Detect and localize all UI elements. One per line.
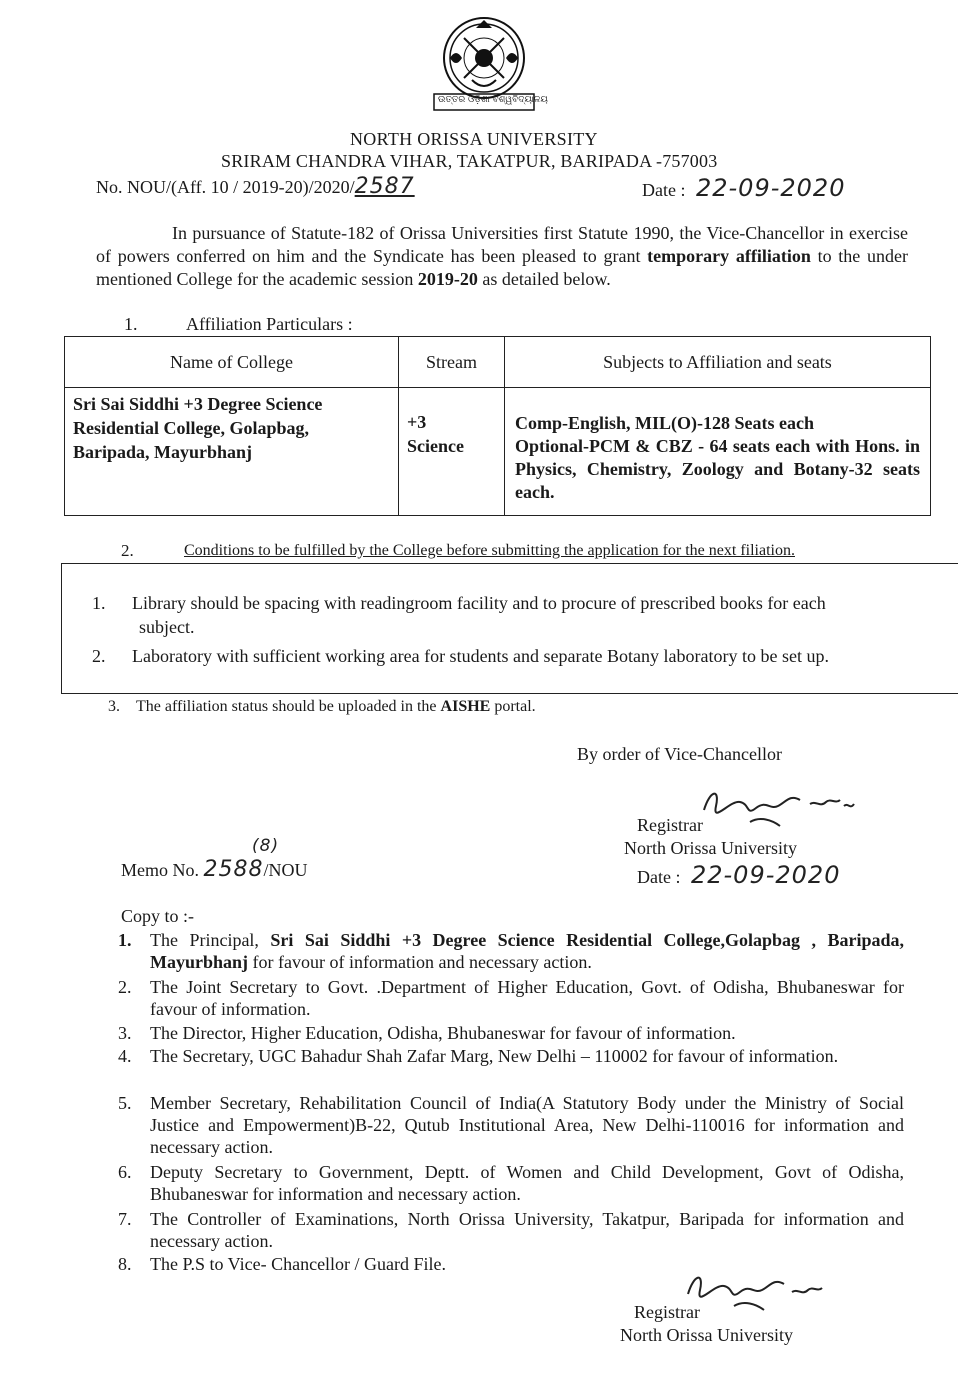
copy-item-text: The Controller of Examinations, North Orissa University, Takatpur, Baripada for information and necessary action.	[150, 1209, 904, 1251]
reference-number-label: No. NOU/(Aff. 10 / 2019-20)/2020/	[96, 177, 355, 197]
memo-handwritten-superscript: (8)	[252, 836, 280, 856]
memo-suffix: /NOU	[263, 860, 308, 880]
section3-number: 3.	[108, 698, 120, 715]
header-date	[642, 174, 845, 202]
signature-2-registrar: Registrar	[634, 1302, 700, 1322]
condition-number-2: 2.	[92, 646, 106, 666]
copy-item-1-pre: The Principal,	[150, 930, 271, 950]
copy-item-4	[118, 1045, 904, 1089]
university-seal-logo	[420, 14, 548, 116]
table-row	[65, 388, 931, 516]
copy-item-number: 3.	[118, 1023, 132, 1043]
intro-text-3: as detailed below.	[477, 269, 611, 289]
copy-item-number: 7.	[118, 1209, 132, 1229]
intro-bold-temporary-affiliation: temporary affiliation	[647, 246, 811, 266]
copy-item-text: The Joint Secretary to Govt. .Department of Higher Education, Govt. of Odisha, Bhubaneswar for favour of information.	[150, 977, 904, 1019]
section1-number: 1.	[124, 314, 138, 334]
by-order-text: By order of Vice-Chancellor	[577, 744, 783, 764]
header-college: Name of College	[65, 337, 399, 388]
intro-bold-session: 2019-20	[417, 269, 478, 289]
conditions-box	[61, 563, 958, 694]
header-date-handwritten: 22-09-2020	[695, 174, 846, 202]
stream-line-1: +3	[407, 412, 427, 432]
copy-item-3	[118, 1022, 904, 1044]
header-date-label: Date :	[642, 180, 686, 200]
university-address: SRIRAM CHANDRA VIHAR, TAKATPUR, BARIPADA -757003	[221, 151, 718, 171]
condition-text-2: Laboratory with sufficient working area for students and separate Botany laboratory to be set up.	[132, 646, 829, 666]
copy-item-2	[118, 976, 904, 1020]
copy-item-text: The P.S to Vice- Chancellor / Guard File.	[150, 1254, 447, 1274]
copy-item-number: 8.	[118, 1254, 132, 1274]
memo-handwritten-number: 2588	[203, 857, 264, 882]
cell-stream	[399, 388, 505, 516]
signature-1-registrar: Registrar	[637, 815, 703, 835]
signature-1-date-handwritten: 22-09-2020	[690, 861, 841, 889]
copy-item-text	[150, 929, 904, 973]
section1-title: Affiliation Particulars :	[186, 314, 353, 334]
memo-number	[121, 857, 308, 882]
signature-2-university: North Orissa University	[620, 1325, 793, 1345]
intro-text-1: In pursuance of Statute-182 of Orissa Universities first Statute 1990, the Vice-Chancellor in exercise of powers conferred on him and the Syndicate has been pleased to grant	[96, 223, 908, 266]
copy-item-number: 2.	[118, 977, 132, 997]
copy-item-number: 5.	[118, 1093, 132, 1113]
copy-item-number: 6.	[118, 1162, 132, 1182]
section3-text	[136, 698, 536, 716]
condition-text-1-cont: subject.	[139, 617, 195, 637]
intro-text-2: to the under mentioned College for the academic session	[96, 246, 908, 289]
cell-subjects	[505, 388, 931, 516]
copy-item-text: Member Secretary, Rehabilitation Council of India(A Statutory Body under the Ministry of Social Justice and Empowerment)B-22, Qutub Institutional Area, New Delhi-110016 for information and necessary action.	[150, 1093, 904, 1157]
section3-text-1: The affiliation status should be uploaded in the	[136, 698, 441, 715]
seal-caption: ଉତ୍ତର ଓଡ଼ିଶା ବିଶ୍ୱବିଦ୍ୟାଳୟ	[438, 95, 548, 105]
memo-label: Memo No.	[121, 860, 199, 880]
signature-1-date	[637, 861, 840, 889]
condition-number-1: 1.	[92, 593, 106, 613]
copy-item-1-post: for favour of information and necessary action.	[248, 952, 592, 972]
copy-item-5	[118, 1092, 904, 1158]
section3-bold-aishe: AISHE	[440, 698, 491, 715]
copy-item-7	[118, 1208, 904, 1252]
copy-to-title: Copy to :-	[121, 906, 195, 926]
reference-number	[96, 174, 415, 199]
condition-text-1: Library should be spacing with readingroom facility and to procure of prescribed books for each	[132, 593, 826, 613]
subjects-line-1: Comp-English, MIL(O)-128 Seats each	[515, 413, 815, 433]
signature-1-university: North Orissa University	[624, 838, 797, 858]
table-header-row	[65, 337, 931, 388]
section2-title: Conditions to be fulfilled by the College before submitting the application for the next filiation.	[184, 542, 795, 559]
copy-item-text: The Secretary, UGC Bahadur Shah Zafar Marg, New Delhi – 110002 for favour of information.	[150, 1046, 839, 1066]
copy-item-text: The Director, Higher Education, Odisha, Bhubaneswar for favour of information.	[150, 1023, 736, 1043]
section2-number: 2.	[121, 541, 134, 560]
copy-item-number: 1.	[118, 930, 132, 950]
cell-college-name: Sri Sai Siddhi +3 Degree Science Residential College, Golapbag, Baripada, Mayurbhanj	[65, 388, 399, 516]
signature-1-date-label: Date :	[637, 867, 681, 887]
signature-1-scribble	[690, 780, 860, 838]
intro-paragraph	[96, 222, 908, 291]
university-name: NORTH ORISSA UNIVERSITY	[350, 129, 598, 149]
header-subjects: Subjects to Affiliation and seats	[505, 337, 931, 388]
affiliation-table	[64, 336, 931, 516]
copy-item-text: Deputy Secretary to Government, Deptt. of Women and Child Development, Govt of Odisha, Bhubaneswar for information and necessary action.	[150, 1162, 904, 1204]
copy-item-6	[118, 1161, 904, 1205]
reference-number-handwritten: 2587	[354, 174, 415, 199]
copy-item-1	[118, 929, 904, 973]
stream-line-2: Science	[407, 436, 464, 456]
header-stream: Stream	[399, 337, 505, 388]
copy-item-1-bold: Sri Sai Siddhi +3 Degree Science Residential College,Golapbag , Baripada, Mayurbhanj	[150, 930, 904, 972]
section3-text-2: portal.	[490, 698, 536, 715]
subjects-rest: Optional-PCM & CBZ - 64 seats each with Hons. in Physics, Chemistry, Zoology and Botany-32 seats each.	[515, 436, 920, 502]
copy-item-number: 4.	[118, 1046, 132, 1066]
